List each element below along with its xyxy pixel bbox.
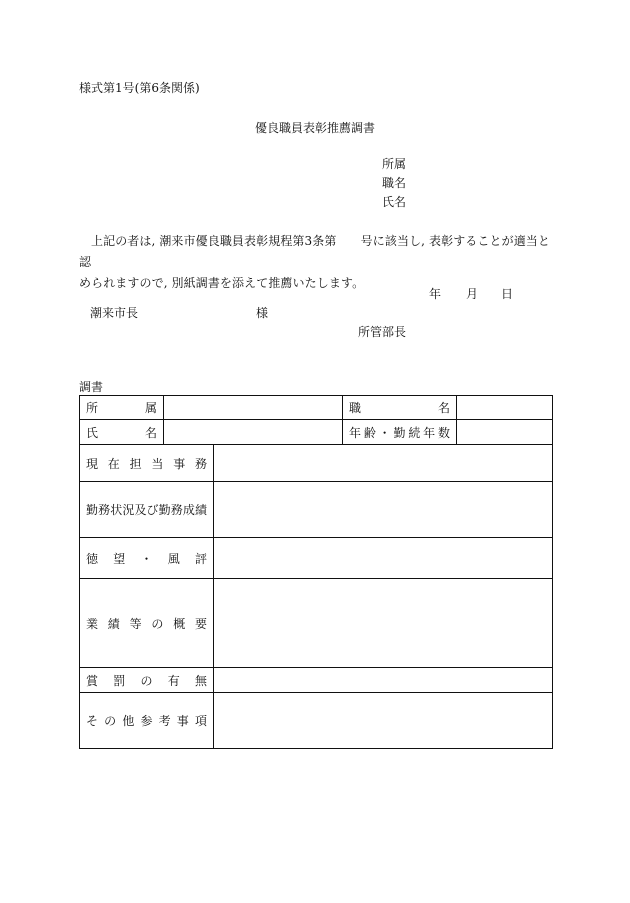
- label-char: 他: [122, 714, 135, 728]
- label-char: 務: [194, 456, 207, 471]
- label-char: 賞: [86, 673, 99, 688]
- other-notes-value-cell[interactable]: [214, 693, 553, 749]
- work-performance-value-cell[interactable]: [214, 482, 553, 538]
- label-char: ・: [140, 551, 153, 566]
- label-char: 勤: [86, 503, 99, 517]
- label-char: 務: [98, 503, 111, 517]
- label-char: 年: [423, 425, 436, 440]
- label-char: の: [151, 616, 164, 631]
- recommendation-line-1: 上記の者は, 潮来市優良職員表彰規程第3条第 号に該当し, 表彰することが適当と認: [79, 234, 550, 269]
- spread-text: [349, 424, 450, 441]
- label-char: 業: [86, 616, 99, 631]
- label-char: ・: [378, 425, 391, 440]
- current-duties-label-cell: [80, 445, 214, 482]
- achievements-label-cell: [80, 579, 214, 668]
- label-char: 務: [170, 503, 183, 517]
- label-char: 現: [86, 456, 99, 471]
- spread-text: [86, 550, 207, 567]
- date-month: 月: [466, 287, 479, 301]
- label-char: 概: [173, 616, 186, 631]
- position-label: 職名: [382, 176, 407, 190]
- table-row: [80, 538, 553, 579]
- label-char: 考: [158, 714, 171, 728]
- table-row: [80, 668, 553, 693]
- label-char: 等: [129, 616, 142, 631]
- date-year: 年: [429, 287, 442, 301]
- label-char: 属: [144, 401, 157, 415]
- label-char: 風: [167, 551, 180, 566]
- name-header-cell: [80, 420, 164, 445]
- label-char: 氏: [86, 425, 99, 440]
- name-value-cell[interactable]: [164, 420, 343, 445]
- report-section-label: 調書: [79, 380, 104, 394]
- label-char: 参: [140, 714, 153, 728]
- affiliation-value-cell[interactable]: [164, 396, 343, 420]
- spread-text: [86, 501, 207, 518]
- label-char: 要: [194, 616, 207, 631]
- position-header-cell: [343, 396, 457, 420]
- recommendation-text: [79, 231, 551, 294]
- label-char: 及: [134, 503, 147, 517]
- label-char: 勤: [158, 503, 171, 517]
- spread-text: [349, 399, 450, 416]
- reputation-label-cell: [80, 538, 214, 579]
- spread-text: [86, 672, 207, 689]
- spread-text: [86, 455, 207, 472]
- age-service-header-cell: [343, 420, 457, 445]
- affiliation-header-cell: [80, 396, 164, 420]
- label-char: 無: [194, 673, 207, 688]
- rewards-punishments-label-cell: [80, 668, 214, 693]
- label-char: 項: [194, 714, 207, 728]
- reputation-value-cell[interactable]: [214, 538, 553, 579]
- label-char: 数: [437, 425, 450, 440]
- rewards-punishments-value-cell[interactable]: [214, 668, 553, 693]
- report-table: [79, 395, 553, 749]
- sender-dept-head: 所管部長: [358, 325, 407, 339]
- date-day: 日: [501, 287, 514, 301]
- label-char: 有: [167, 673, 180, 688]
- label-char: 齢: [363, 425, 376, 440]
- table-row: [80, 482, 553, 538]
- work-performance-label-cell: [80, 482, 214, 538]
- form-number: 様式第1号(第6条関係): [79, 81, 200, 95]
- position-value-cell[interactable]: [457, 396, 553, 420]
- name-label: 氏名: [382, 195, 407, 209]
- label-char: 望: [113, 551, 126, 566]
- label-char: の: [104, 714, 117, 728]
- label-char: 評: [194, 551, 207, 566]
- label-char: 況: [122, 503, 135, 517]
- spread-text: [86, 712, 207, 729]
- other-notes-label-cell: [80, 693, 214, 749]
- label-char: 成: [182, 503, 195, 517]
- addressee-mayor: 潮来市長: [90, 306, 139, 320]
- label-char: 勤: [393, 425, 406, 440]
- table-row: [80, 420, 553, 445]
- label-char: 所: [86, 401, 99, 415]
- current-duties-value-cell[interactable]: [214, 445, 553, 482]
- label-char: 在: [107, 456, 120, 471]
- label-char: 績: [194, 503, 207, 517]
- label-char: 職: [349, 401, 362, 415]
- label-char: 名: [437, 401, 450, 415]
- label-char: の: [140, 673, 153, 688]
- label-char: 続: [408, 425, 421, 440]
- label-char: 年: [349, 425, 362, 440]
- label-char: 担: [129, 456, 142, 471]
- age-service-value-cell[interactable]: [457, 420, 553, 445]
- label-char: 名: [144, 425, 157, 440]
- table-row: [80, 396, 553, 420]
- label-char: 績: [107, 616, 120, 631]
- label-char: そ: [86, 714, 99, 728]
- table-row: [80, 579, 553, 668]
- label-char: 状: [110, 503, 123, 517]
- label-char: び: [146, 503, 159, 517]
- table-row: [80, 693, 553, 749]
- table-row: [80, 445, 553, 482]
- recommendation-line-2: められますので, 別紙調書を添えて推薦いたします。: [79, 276, 365, 290]
- label-char: 当: [151, 456, 164, 471]
- label-char: 事: [173, 456, 186, 471]
- achievements-value-cell[interactable]: [214, 579, 553, 668]
- label-char: 罰: [113, 673, 126, 688]
- spread-text: [86, 424, 157, 441]
- label-char: 徳: [86, 551, 99, 566]
- label-char: 事: [176, 714, 189, 728]
- addressee-honorific: 様: [256, 306, 269, 320]
- spread-text: [86, 615, 207, 632]
- spread-text: [86, 399, 157, 416]
- document-title: 優良職員表彰推薦調書: [254, 121, 375, 135]
- affiliation-label: 所属: [382, 157, 407, 171]
